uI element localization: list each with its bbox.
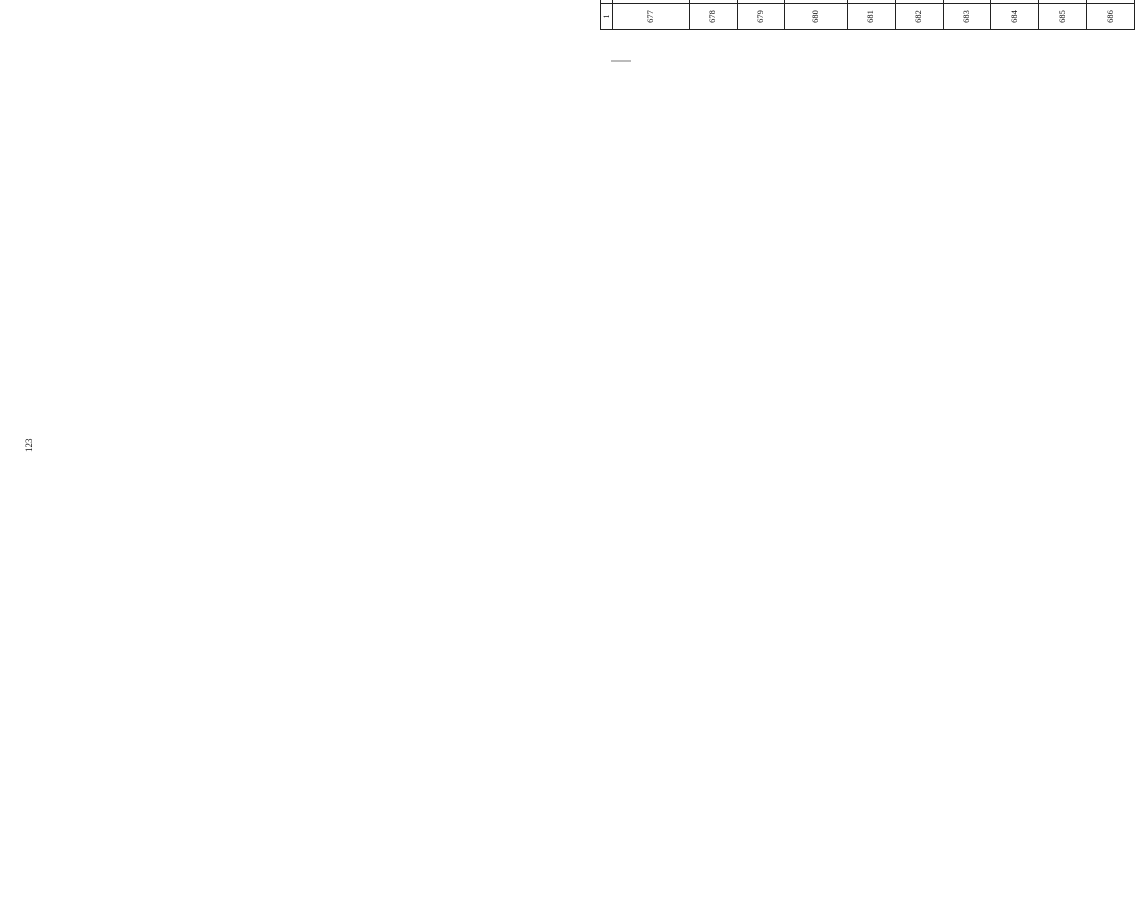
table-body <box>601 0 1135 30</box>
table-row <box>1087 0 1135 30</box>
table-row <box>785 0 847 30</box>
table-row <box>613 0 690 30</box>
table-row <box>737 0 785 30</box>
cadastral-number-cell <box>1087 0 1135 4</box>
table-row <box>895 0 943 30</box>
property-registry-table <box>600 0 1135 30</box>
cadastral-number-cell <box>613 0 690 4</box>
cadastral-number-cell <box>689 0 737 4</box>
row-number-cell: 686 <box>1087 4 1135 30</box>
column-number: 1 <box>601 4 613 30</box>
row-number-cell: 684 <box>991 4 1039 30</box>
table-row <box>847 0 895 30</box>
scan-mark <box>611 60 631 62</box>
cadastral-number-cell <box>737 0 785 4</box>
row-number-cell: 683 <box>943 4 991 30</box>
row-number-cell: 685 <box>1039 4 1087 30</box>
cadastral-number-cell <box>1039 0 1087 4</box>
rotated-table-container <box>600 0 1135 30</box>
cadastral-number-cell <box>943 0 991 4</box>
row-number-cell: 679 <box>737 4 785 30</box>
row-number-cell: 677 <box>613 4 690 30</box>
row-number-cell: 681 <box>847 4 895 30</box>
page-number: 123 <box>24 438 34 452</box>
table-row <box>1039 0 1087 30</box>
cadastral-number-cell <box>847 0 895 4</box>
row-number-cell: 682 <box>895 4 943 30</box>
column-number-row <box>601 0 613 30</box>
cadastral-number-cell <box>785 0 847 4</box>
cadastral-number-cell <box>991 0 1039 4</box>
table-row <box>689 0 737 30</box>
row-number-cell: 678 <box>689 4 737 30</box>
column-number <box>601 0 613 4</box>
cadastral-number-cell <box>895 0 943 4</box>
table-row <box>991 0 1039 30</box>
row-number-cell: 680 <box>785 4 847 30</box>
table-row <box>943 0 991 30</box>
